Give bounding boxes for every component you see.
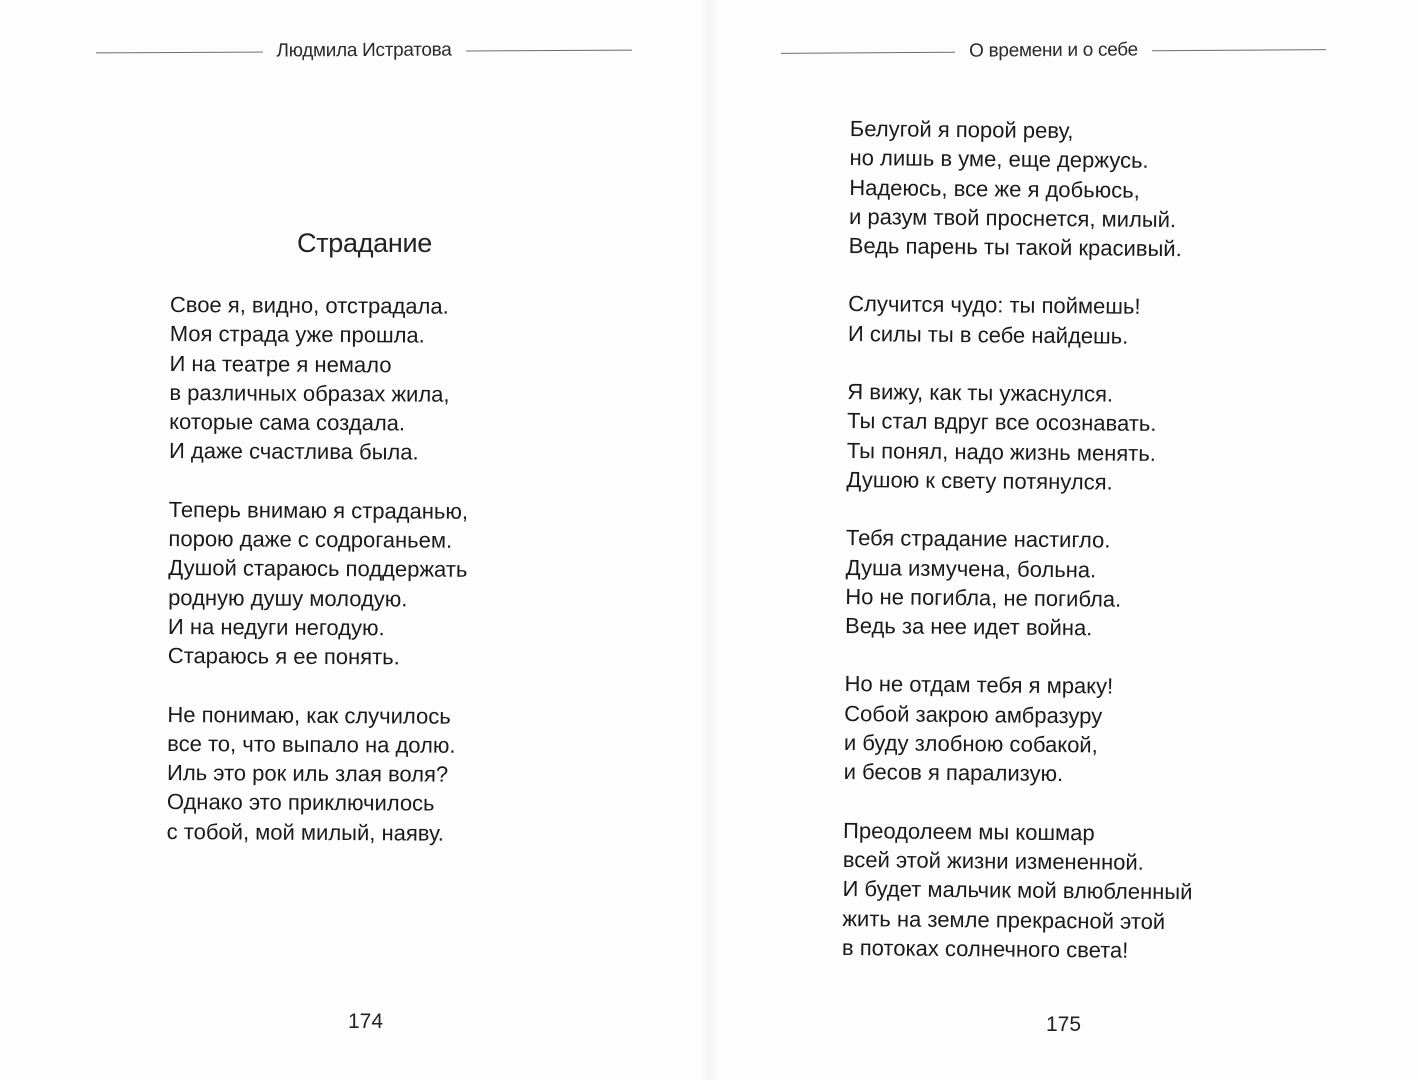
right-page [709, 0, 1418, 1080]
stanza [168, 495, 468, 673]
poem-line: Душою к свету потянулся. [846, 466, 1113, 495]
poem-line: жить на земле прекрасной этой [842, 905, 1166, 934]
stanza [167, 700, 467, 848]
page-number-left: 174 [348, 1010, 384, 1033]
poem-line: Свое я, видно, отстрадала. [169, 291, 449, 319]
poem-line: Теперь внимаю я страданью, [168, 496, 469, 524]
poem-line: Тебя страдание настигло. [845, 525, 1111, 553]
poem-line: и разум твой проснется, милый. [848, 203, 1177, 233]
poem-line: Ты стал вдруг все осознавать. [846, 408, 1157, 437]
right-running-head [781, 34, 1326, 68]
stanza [845, 523, 1196, 644]
poem-line: и бесов я парализую. [843, 759, 1064, 787]
poem-line: И на театре я немало [169, 350, 392, 377]
stanza [846, 377, 1197, 498]
poem-line: Иль это рок иль злая воля? [166, 760, 449, 787]
poem-line: И силы ты в себе найдешь. [847, 320, 1129, 349]
poem-line: Но не отдам тебя я мраку! [844, 671, 1114, 700]
left-running-head [96, 35, 632, 68]
page-number-right: 175 [1046, 1013, 1082, 1036]
poem-line: в потоках солнечного света! [841, 934, 1129, 963]
poem-line: Надеюсь, все же я добьюсь, [849, 174, 1140, 203]
poem-line: Я вижу, как ты ужаснулся. [847, 379, 1114, 407]
poem-line: которые сама создала. [169, 409, 406, 436]
poem-line: Ведь парень ты такой красивый. [848, 233, 1182, 262]
poem-line: Стараюсь я ее понять. [167, 643, 400, 670]
poem-line: Не понимаю, как случилось [167, 701, 451, 729]
poem-line: Преодолеем мы кошмар [843, 817, 1095, 846]
poem-line: Случится чудо: ты поймешь! [848, 291, 1141, 320]
poem-line: Душой стараюсь поддержать [168, 555, 468, 583]
poem-line: в различных образах жила, [169, 379, 450, 407]
stanza [849, 114, 1200, 264]
poem-line: Ведь за нее идет война. [844, 613, 1093, 641]
author-name: Людмила Истратова [276, 39, 452, 62]
left-poem-text [166, 290, 469, 877]
poem-line: Однако это приключилось [166, 789, 435, 817]
poem-line: И на недуги негодую. [167, 613, 385, 641]
stanza [844, 669, 1195, 790]
right-poem-text [842, 114, 1200, 994]
stanza [842, 816, 1193, 966]
poem-line: и буду злобною собакой, [843, 730, 1098, 758]
book-title: О времени и о себе [969, 39, 1138, 62]
poem-line: все то, что выпало на долю. [167, 730, 456, 758]
stanza [848, 289, 1198, 351]
header-rule [465, 49, 632, 51]
header-rule [781, 51, 955, 53]
poem-line: Белугой я порой реву, [849, 115, 1074, 144]
poem-line: Собой закрою амбразуру [844, 700, 1103, 729]
poem-line: но лишь в уме, еще держусь. [849, 145, 1149, 174]
header-rule [96, 51, 263, 53]
poem-line: И даже счастлива была. [168, 438, 419, 466]
poem-title: Страдание [297, 228, 432, 258]
poem-line: Душа измучена, больна. [845, 554, 1097, 582]
poem-line: родную душу молодую. [168, 584, 408, 612]
poem-line: Но не погибла, не погибла. [845, 583, 1122, 612]
poem-line: с тобой, мой милый, наяву. [166, 818, 445, 846]
header-rule [1152, 49, 1326, 51]
poem-line: Ты понял, надо жизнь менять. [846, 437, 1157, 466]
poem-line: всей этой жизни измененной. [842, 846, 1144, 875]
poem-line: порою даже с содроганьем. [168, 526, 453, 553]
stanza [169, 290, 469, 468]
poem-line: И будет мальчик мой влюбленный [842, 876, 1193, 905]
poem-line: Моя страда уже прошла. [169, 321, 425, 348]
